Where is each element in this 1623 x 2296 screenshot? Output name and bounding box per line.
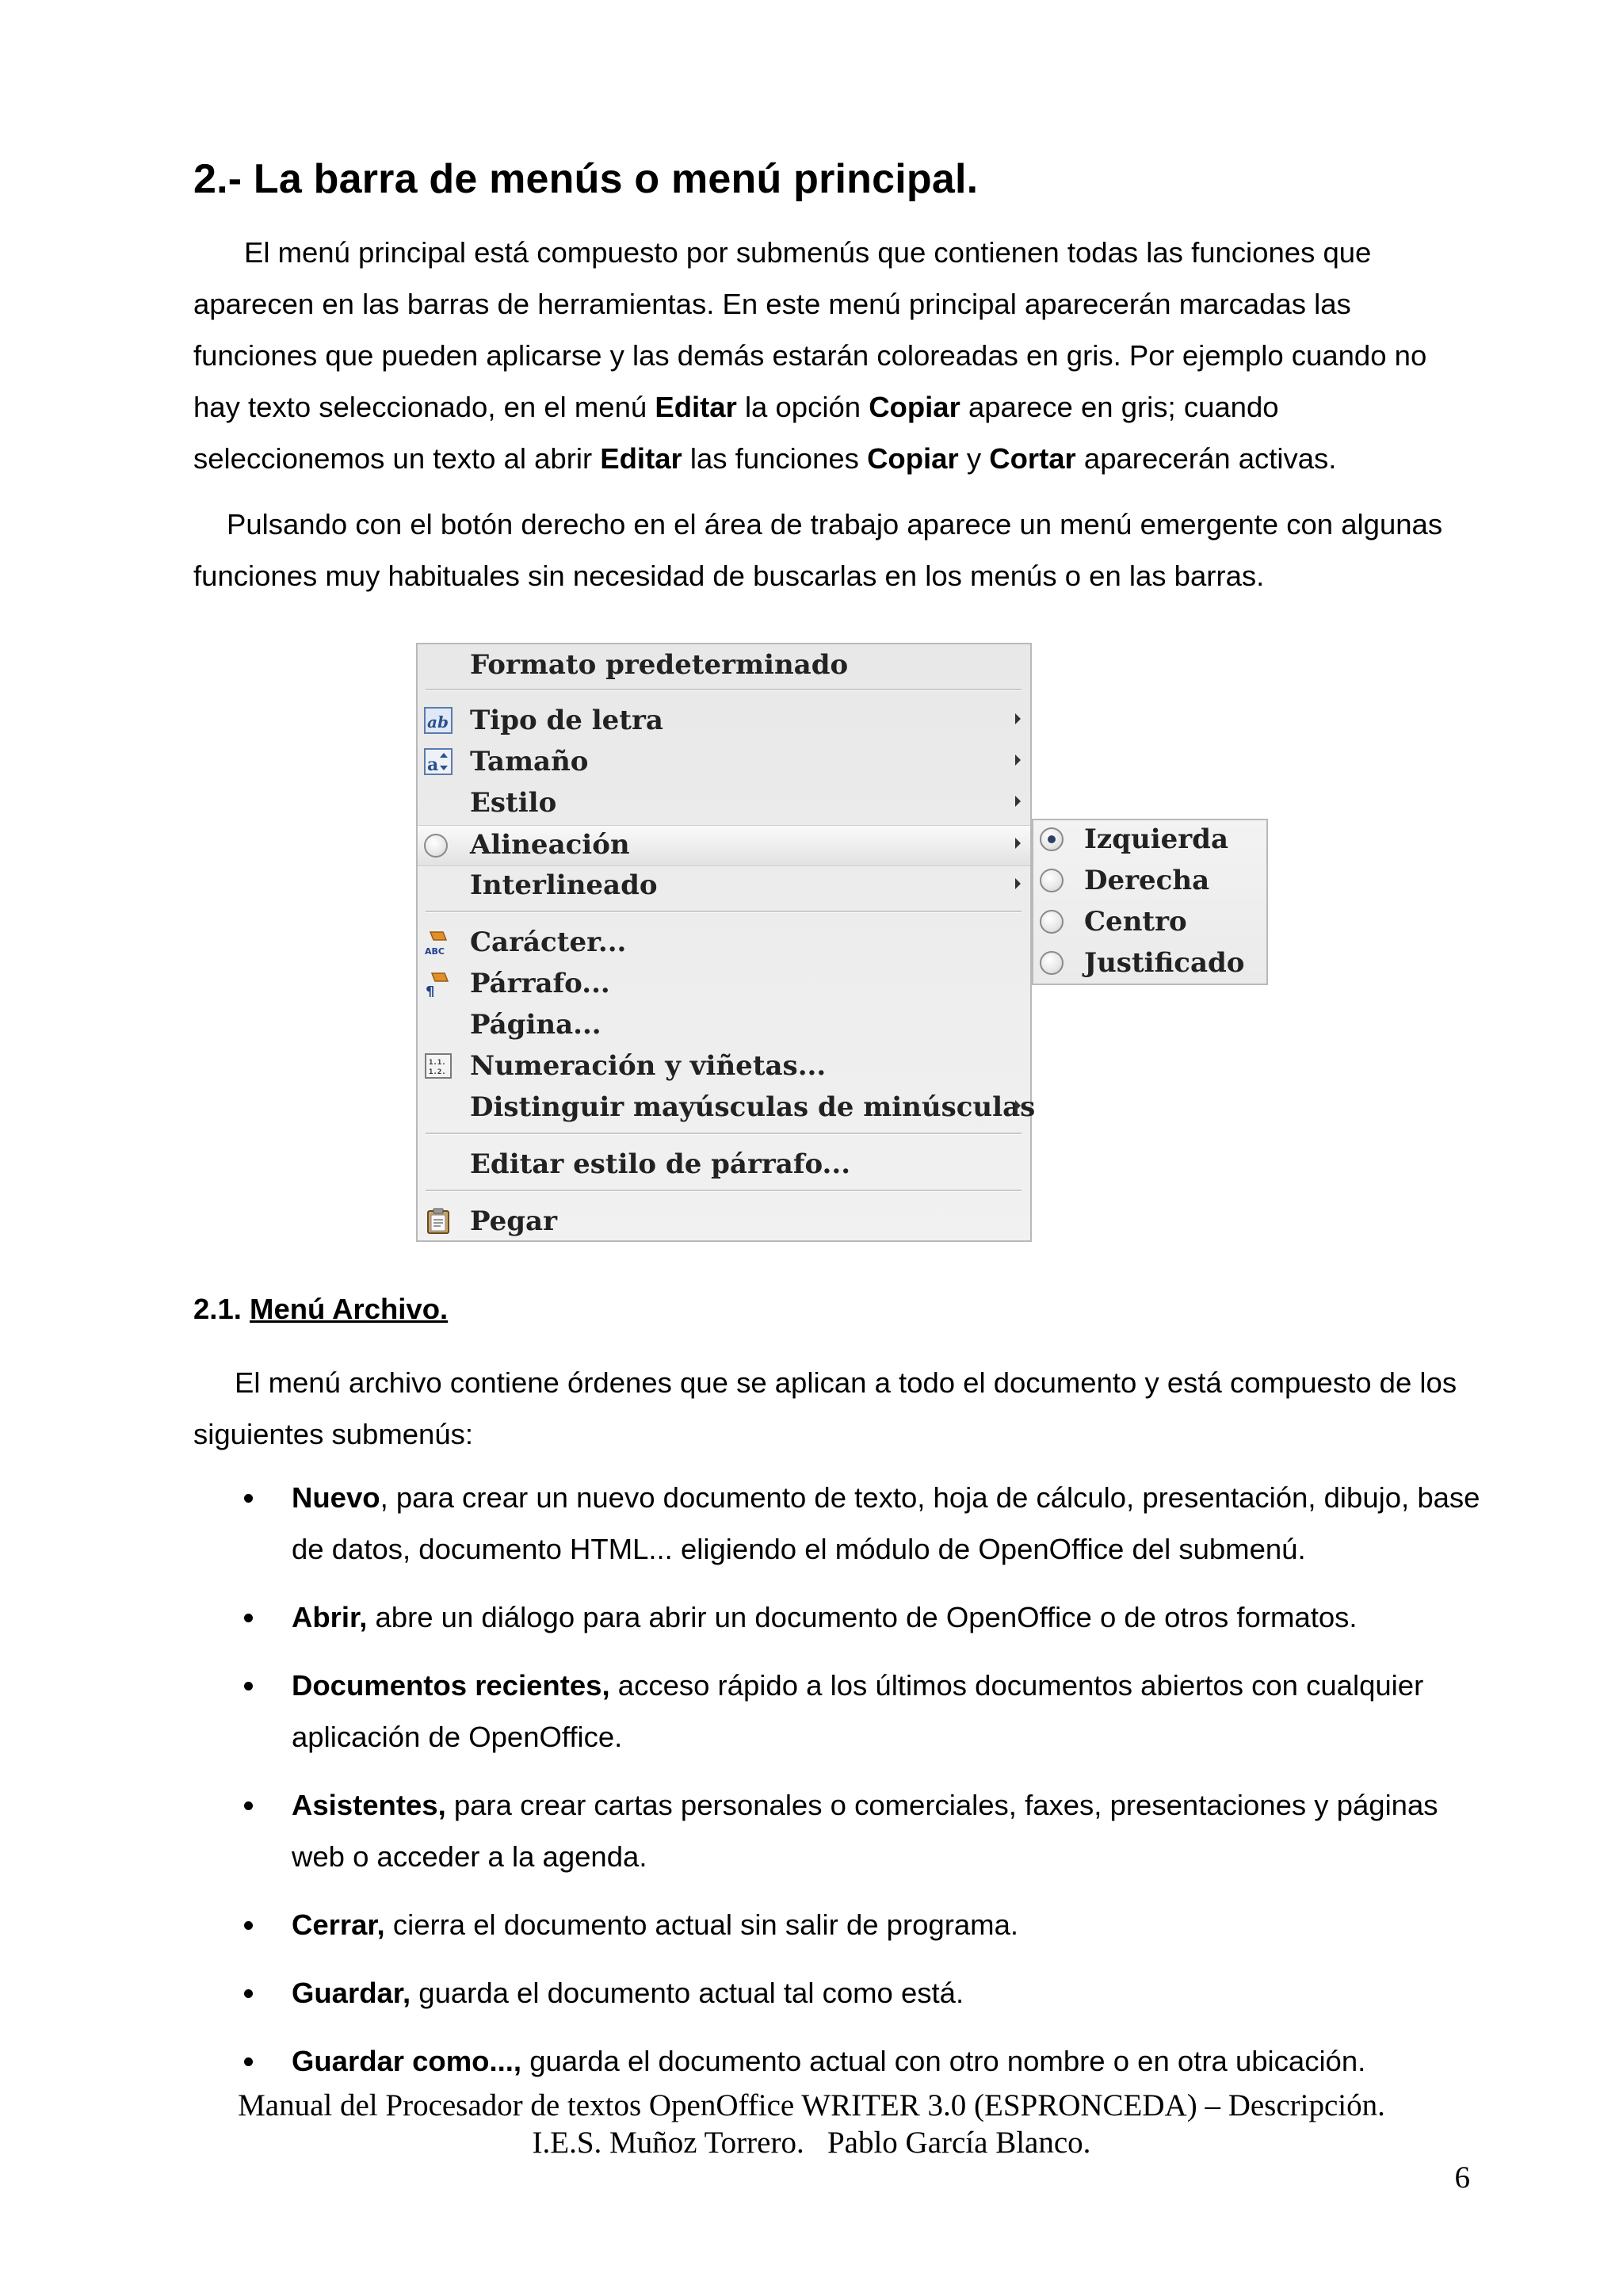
alignment-submenu [1032, 819, 1268, 985]
menu-item-pagina[interactable]: Página... [470, 1009, 601, 1041]
section-title: 2.- La barra de menús o menú principal. [193, 156, 979, 202]
submenu-arrow-icon [1015, 878, 1021, 889]
bullet-icon [244, 1921, 253, 1930]
menu-item-interlineado[interactable]: Interlineado [418, 866, 1030, 906]
submenu-arrow-icon [1015, 838, 1021, 849]
page-number: 6 [1454, 2160, 1470, 2195]
radio-icon [1040, 869, 1064, 892]
subsection-intro: El menú archivo contiene órdenes que se aplican a todo el documento y está compuesto de los siguientes submenús: [193, 1366, 1457, 1450]
list-item: Abrir, abre un diálogo para abrir un documento de OpenOffice o de otros formatos. [193, 1591, 1485, 1643]
svg-text:¶: ¶ [426, 984, 435, 997]
list-item: Nuevo, para crear un nuevo documento de texto, hoja de cálculo, presentación, dibujo, base de datos, documento HTML... eligiendo el módulo de OpenOffice del submenú. [193, 1472, 1485, 1575]
bullet-icon [244, 1989, 253, 1998]
menu-item-pegar[interactable]: Pegar [418, 1202, 1030, 1242]
submenu-list [193, 1472, 1485, 2103]
intro-paragraph: El menú principal está compuesto por submenús que contienen todas las funciones que aparecen en las barras de herramientas. En este menú principal aparecerán marcadas las funciones que pueden aplicarse y las demás estarán coloreadas en gris. Por ejemplo cuando no hay texto seleccionado, en el menú Editar la opción Copiar aparece en gris; cuando seleccionemos un texto al abrir Editar las funciones Copiar y Cortar aparecerán activas. [193, 236, 1427, 475]
submenu-item-derecha[interactable]: Derecha [1033, 861, 1266, 901]
list-item: Guardar como..., guarda el documento actual con otro nombre o en otra ubicación. [193, 2035, 1485, 2087]
menu-separator [426, 1190, 1022, 1192]
menu-item-caracter[interactable]: ABC Carácter... [425, 926, 627, 958]
font-size-icon [424, 748, 453, 775]
svg-text:ABC: ABC [425, 946, 445, 956]
menu-item-estilo[interactable]: Estilo [418, 784, 1030, 823]
submenu-arrow-icon [1015, 1100, 1021, 1111]
menu-separator [426, 911, 1022, 913]
radio-icon [1040, 910, 1064, 934]
menu-separator [426, 1133, 1022, 1135]
submenu-arrow-icon [1015, 796, 1021, 807]
context-menu [416, 643, 1036, 1242]
list-item: Documentos recientes, acceso rápido a los últimos documentos abiertos con cualquier aplicación de OpenOffice. [193, 1660, 1485, 1763]
bullet-icon [244, 1801, 253, 1810]
submenu-arrow-icon [1015, 713, 1021, 724]
submenu-item-izquierda[interactable]: Izquierda [1033, 820, 1266, 860]
footer-line-2: I.E.S. Muñoz Torrero. Pablo García Blanco. [532, 2126, 1091, 2160]
radio-icon [1040, 951, 1064, 975]
bullet-icon [244, 2057, 253, 2066]
menu-separator [426, 689, 1022, 691]
menu-item-tamano[interactable]: a Tamaño [418, 743, 1030, 782]
menu-item-editar-estilo[interactable]: Editar estilo de párrafo... [470, 1148, 851, 1180]
svg-text:a: a [427, 755, 439, 775]
bullet-icon [244, 1614, 253, 1622]
character-icon [424, 929, 453, 956]
svg-text:1.1.: 1.1. [429, 1059, 446, 1067]
svg-text:1.2.: 1.2. [429, 1068, 446, 1076]
radio-icon [424, 834, 448, 858]
paragraph-icon [424, 970, 453, 997]
context-menu-paragraph: Pulsando con el botón derecho en el área de trabajo aparece un menú emergente con algunas funciones muy habituales sin necesidad de buscarlas en los menús o en las barras. [193, 508, 1443, 592]
bullet-icon [244, 1494, 253, 1503]
menu-item-numeracion[interactable]: 1.1. 1.2. Numeración y viñetas... [418, 1047, 1030, 1087]
svg-text:ab: ab [427, 712, 449, 732]
menu-item-parrafo[interactable]: ¶ Párrafo... [426, 968, 610, 999]
menu-item-distinguir-mayusculas[interactable]: Distinguir mayúsculas de minúsculas [470, 1091, 1036, 1123]
submenu-arrow-icon [1015, 755, 1021, 766]
menu-item-tipo-de-letra[interactable]: ab Tipo de letra [418, 701, 1030, 741]
submenu-item-justificado[interactable]: Justificado [1033, 944, 1266, 984]
list-item: Asistentes, para crear cartas personales o comerciales, faxes, presentaciones y páginas web o acceder a la agenda. [193, 1779, 1485, 1882]
list-item: Cerrar, cierra el documento actual sin salir de programa. [193, 1899, 1485, 1950]
radio-selected-icon [1040, 827, 1064, 851]
subsection-heading: 2.1. Menú Archivo. [193, 1293, 449, 1325]
paste-icon [424, 1208, 453, 1235]
footer-line-1: Manual del Procesador de textos OpenOffice WRITER 3.0 (ESPRONCEDA) – Descripción. [238, 2088, 1385, 2122]
font-type-icon [424, 707, 453, 734]
numbering-icon [424, 1052, 453, 1079]
bullet-icon [244, 1682, 253, 1690]
menu-item-alineacion[interactable]: Alineación [418, 825, 1030, 866]
list-item: Guardar, guarda el documento actual tal como está. [193, 1967, 1485, 2019]
submenu-item-centro[interactable]: Centro [1033, 903, 1266, 942]
menu-item-formato-predeterminado[interactable]: Formato predeterminado [470, 649, 849, 681]
